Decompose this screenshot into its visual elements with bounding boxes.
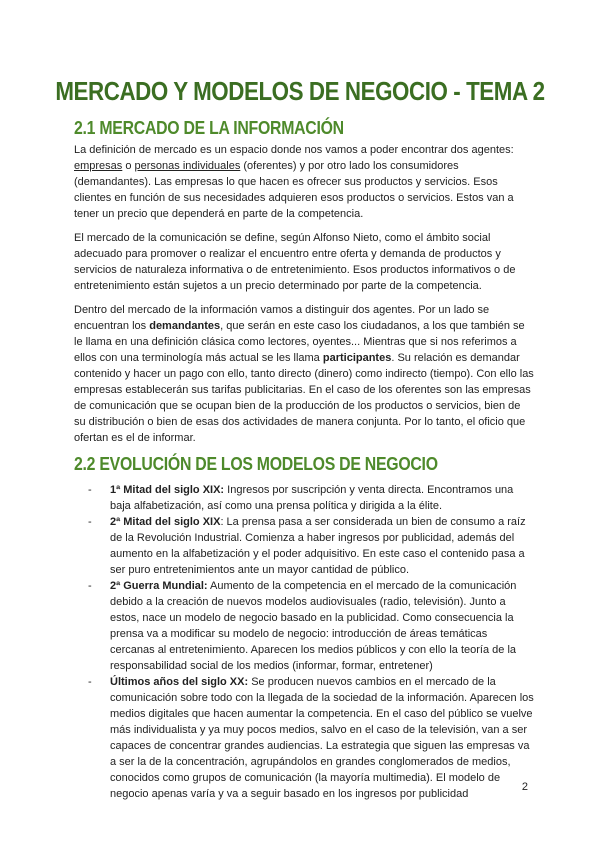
list-item-label: 2ª Guerra Mundial:	[110, 580, 208, 592]
page-number: 2	[521, 781, 528, 793]
list-item	[74, 578, 534, 674]
list-item-text: Aumento de la competencia en el mercado de la comunicación debido a la creación de nuevos modelos audiovisuales (radio, televisión). Junto a estos, nace un modelo de negocio basado en la publicidad. Como consecuencia la prensa va a modificar su modelo de negocio: introducción de áreas temáticas cercanas al entretenimiento. Aparecen los medios públicos y con ello la teoría de la responsabilidad social de los medios (informar, formar, entretener)	[110, 580, 517, 672]
bullet-dash: -	[88, 580, 92, 592]
text-run: . Su relación es demandar contenido y hacer un pago con ello, tanto directo (dinero) como indirecto (tiempo). Con ello las empresas establecerán sus tarifas publicitarias. En el caso de los oferentes son las empresas de comunicación que se ocupan bien de la producción de los productos o servicios, bien de su distribución o bien de esas dos actividades de manera conjunta. Por lo tanto, el oficio que ofertan es el de informar.	[74, 352, 534, 444]
section-heading-mercado: 2.1 MERCADO DE LA INFORMACIÓN	[74, 118, 344, 138]
list-item	[74, 482, 534, 514]
text-run: o	[122, 160, 135, 172]
text-run: (oferentes) y por otro lado los consumidores (demandantes). Las empresas lo que hacen es ofrecer sus productos y servicios. Esos clientes en función de sus necesidades adquieren esos productos o servicios. Estos van a tener un precio que dependerá en parte de la competencia.	[74, 160, 514, 220]
evolution-list	[74, 482, 534, 802]
bullet-dash: -	[88, 484, 92, 496]
bold-term-participantes: participantes	[322, 352, 392, 364]
list-item-text: Se producen nuevos cambios en el mercado de la comunicación sobre todo con la llegada de la sociedad de la información. Aparecen los medios digitales que hacen aumentar la competencia. En el caso del público se vuelve más individualista y ya muy pocos medios, salvo en el caso de la televisión, van a ser capaces de concentrar grandes audiencias. La estrategia que siguen las empresas va a ser la de la concentración, agrupándolos en grandes conglomerados de medios, conocidos como grupos de comunicación (la mayoría multimedia). El modelo de negocio apenas varía y va a seguir basado en los ingresos por publicidad	[110, 676, 534, 800]
list-item-label: Últimos años del siglo XX:	[110, 676, 249, 688]
text-run: Dentro del mercado de la información vamos a distinguir dos agentes. Por un lado se encuentran los	[74, 304, 490, 332]
paragraph-agentes	[74, 302, 534, 446]
bullet-dash: -	[88, 676, 92, 688]
list-item-label: 1ª Mitad del siglo XIX:	[110, 484, 225, 496]
bold-term-demandantes: demandantes	[149, 320, 221, 332]
list-item-label: 2ª Mitad del siglo XIX	[110, 516, 221, 528]
list-item	[74, 674, 534, 802]
text-run: , que serán en este caso los ciudadanos, a los que también se le llama en una definición clásica como lectores, oyentes... Mientras que si nos referimos a ellos con una terminología más actual se les llama	[74, 320, 525, 364]
list-item-text: Ingresos por suscripción y venta directa. Encontramos una baja alfabetización, así como una prensa política y dirigida a la élite.	[110, 484, 514, 512]
bullet-dash: -	[88, 516, 92, 528]
paragraph-definicion-mercado	[74, 142, 534, 222]
page-title: MERCADO Y MODELOS DE NEGOCIO - TEMA 2	[55, 76, 545, 106]
paragraph-mercado-comunicacion: El mercado de la comunicación se define, según Alfonso Nieto, como el ámbito social adecuado para promover o realizar el encuentro entre oferta y demanda de productos y servicios de naturaleza informativa o de entretenimiento. Esos productos informativos o de entretenimiento están sujetos a un precio determinado por parte de la competencia.	[74, 232, 516, 292]
section-heading-evolucion: 2.2 EVOLUCIÓN DE LOS MODELOS DE NEGOCIO	[74, 454, 438, 474]
list-item	[74, 514, 534, 578]
text-run: La definición de mercado es un espacio donde nos vamos a poder encontrar dos agentes:	[74, 144, 514, 156]
list-item-text: : La prensa pasa a ser considerada un bien de consumo a raíz de la Revolución Industrial. Comienza a haber ingresos por publicidad, además del aumento en la alfabetización y el poder adquisitivo. En este caso el contenido pasa a ser puro entretenimientos ante un mayor cantidad de público.	[110, 516, 526, 576]
underlined-term-empresas: empresas	[74, 160, 123, 172]
underlined-term-personas: personas individuales	[134, 160, 241, 172]
